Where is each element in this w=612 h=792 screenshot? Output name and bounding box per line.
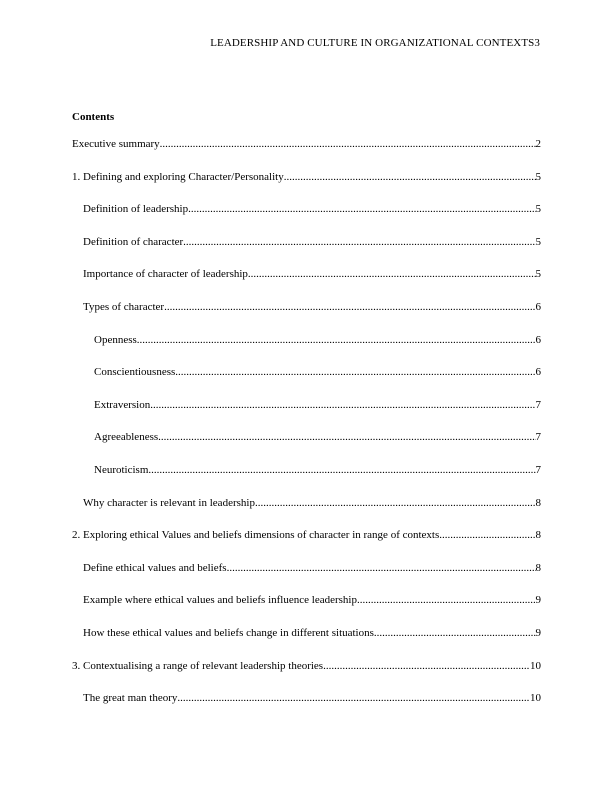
toc-entry[interactable] — [72, 366, 541, 399]
toc-entry-page: 7 — [535, 431, 541, 444]
toc-entry-page: 6 — [535, 300, 541, 313]
toc-entry[interactable] — [72, 562, 541, 595]
toc-dot-leader — [323, 660, 530, 672]
toc-entry-label: 2. Exploring ethical Values and beliefs dimensions of character in range of contexts — [72, 529, 440, 542]
toc-entry-page: 10 — [530, 692, 541, 705]
toc-dot-leader — [357, 594, 536, 606]
toc-entry[interactable] — [72, 268, 541, 301]
toc-entry-page: 5 — [535, 235, 541, 248]
header-page-number: 3 — [534, 37, 540, 49]
toc-entry[interactable] — [72, 660, 541, 693]
toc-entry-label: Executive summary — [72, 138, 160, 150]
running-title: LEADERSHIP AND CULTURE IN ORGANIZATIONAL CONTEXTS — [210, 37, 535, 49]
toc-dot-leader — [175, 366, 535, 378]
toc-entry[interactable] — [72, 692, 541, 725]
toc-entry-page: 6 — [535, 333, 541, 346]
toc-entry-label: 3. Contextualising a range of relevant leadership theories — [72, 659, 324, 672]
toc-entry-page: 10 — [530, 659, 541, 672]
toc-entry[interactable] — [72, 236, 541, 269]
toc-dot-leader — [177, 692, 530, 704]
toc-entry-page: 8 — [535, 496, 541, 509]
toc-entry-page: 7 — [535, 398, 541, 411]
toc-entry[interactable] — [72, 431, 541, 464]
toc-dot-leader — [255, 497, 536, 509]
toc-entry-label: Why character is relevant in leadership — [83, 496, 255, 509]
toc-entry-label: Extraversion — [94, 398, 151, 411]
table-of-contents — [72, 138, 541, 725]
toc-entry-page: 5 — [535, 170, 541, 183]
toc-entry-label: Openness — [94, 333, 137, 346]
toc-entry-label: Definition of character — [83, 235, 184, 248]
contents-title: Contents — [72, 111, 115, 123]
toc-entry[interactable] — [72, 203, 541, 236]
toc-dot-leader — [374, 627, 536, 639]
toc-entry-label: Conscientiousness — [94, 366, 176, 379]
toc-entry-label: Define ethical values and beliefs — [83, 561, 227, 574]
running-header — [210, 37, 540, 49]
toc-entry-label: The great man theory — [83, 692, 178, 705]
toc-entry-label: Neuroticism — [94, 463, 149, 476]
toc-dot-leader — [284, 171, 536, 183]
toc-dot-leader — [188, 203, 535, 215]
toc-entry-label: How these ethical values and beliefs change in different situations — [83, 626, 374, 639]
toc-entry[interactable] — [72, 171, 541, 204]
toc-entry[interactable] — [72, 399, 541, 432]
toc-dot-leader — [158, 431, 535, 443]
toc-entry-label: Definition of leadership — [83, 203, 189, 216]
toc-entry[interactable] — [72, 138, 541, 171]
toc-dot-leader — [148, 464, 535, 476]
toc-dot-leader — [160, 138, 536, 150]
toc-entry-page: 9 — [535, 594, 541, 607]
toc-entry[interactable] — [72, 464, 541, 497]
toc-entry-page: 2 — [535, 138, 541, 150]
toc-entry-label: Agreeableness — [94, 431, 159, 444]
toc-entry-page: 6 — [535, 366, 541, 379]
toc-entry-page: 7 — [535, 463, 541, 476]
toc-dot-leader — [150, 399, 535, 411]
toc-entry-page: 5 — [535, 268, 541, 281]
toc-entry-label: Example where ethical values and beliefs influence leadership — [83, 594, 357, 607]
toc-entry[interactable] — [72, 301, 541, 334]
toc-dot-leader — [439, 529, 535, 541]
toc-entry[interactable] — [72, 627, 541, 660]
toc-entry-page: 5 — [535, 203, 541, 216]
toc-entry-label: 1. Defining and exploring Character/Personality — [72, 170, 284, 183]
toc-entry[interactable] — [72, 497, 541, 530]
toc-dot-leader — [164, 301, 535, 313]
toc-entry-page: 9 — [535, 626, 541, 639]
toc-dot-leader — [227, 562, 536, 574]
toc-entry[interactable] — [72, 529, 541, 562]
toc-entry[interactable] — [72, 334, 541, 367]
toc-dot-leader — [183, 236, 535, 248]
toc-dot-leader — [248, 268, 536, 280]
toc-entry-page: 8 — [535, 529, 541, 542]
toc-entry-page: 8 — [535, 561, 541, 574]
toc-entry-label: Types of character — [83, 300, 165, 313]
toc-entry[interactable] — [72, 594, 541, 627]
toc-entry-label: Importance of character of leadership — [83, 268, 248, 281]
toc-dot-leader — [137, 334, 536, 346]
